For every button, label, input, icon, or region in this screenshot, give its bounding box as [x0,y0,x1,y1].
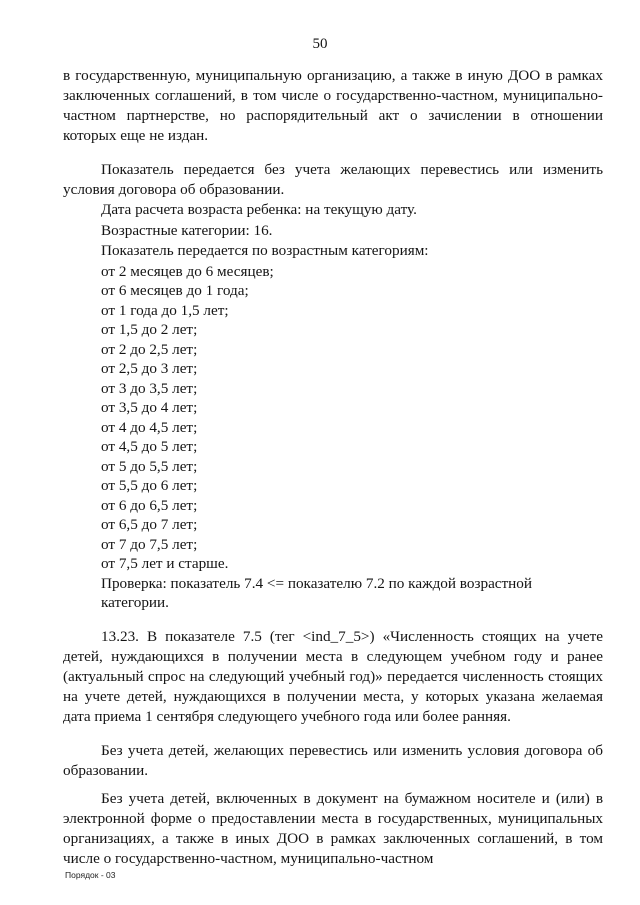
page-number: 50 [312,36,328,52]
categories-intro-line: Показатель передается по возрастным категориям: [101,242,429,259]
check-line: Проверка: показатель 7.4 <= показателю 7.2 по каждой возрастной категории. [101,574,533,611]
age-category-item: от 4,5 до 5 лет; [101,438,198,455]
paragraph-13-23: 13.23. В показателе 7.5 (тег <ind_7_5>) «Численность стоящих на учете детей, нуждающихся в получении места в следующем учебном году и ранее (актуальный спрос на следующий учебный год)» передается численность стоящих на учете детей, нуждающихся в получении места, у которых указана желаемая дата приема 1 сентября следующего учебного года или более ранняя. [63,627,603,725]
age-category-item: от 7,5 лет и старше. [101,555,229,572]
age-category-item: от 3 до 3,5 лет; [101,379,198,397]
age-category-item: от 3,5 до 4 лет; [101,399,198,416]
age-category-item: от 5 до 5,5 лет; [101,457,198,475]
age-date-line: Дата расчета возраста ребенка: на текущую дату. [101,201,417,218]
age-category-item: от 6 месяцев до 1 года; [101,282,249,299]
age-category-item: от 2,5 до 3 лет; [101,360,198,377]
age-category-list [63,262,603,574]
footer-label: Порядок - 03 [65,870,116,880]
age-category-item: от 4 до 4,5 лет; [101,418,198,436]
paragraph-continuation: в государственную, муниципальную организацию, а также в иную ДОО в рамках заключенных соглашений, в том числе о государственно-частном, муниципально-частном партнерстве, но распорядительный акт о зачислении в отношении которых еще не издан. [63,67,603,144]
age-category-item: от 2 до 2,5 лет; [101,340,198,358]
age-category-item: от 7 до 7,5 лет; [101,535,198,553]
age-category-item: от 5,5 до 6 лет; [101,477,198,494]
categories-count-line: Возрастные категории: 16. [101,221,273,239]
paragraph-without-transfer-intro: Показатель передается без учета желающих перевестись или изменить условия договора об образовании. [63,161,603,198]
age-category-item: от 2 месяцев до 6 месяцев; [101,262,274,280]
document-body [63,66,603,869]
age-category-item: от 1,5 до 2 лет; [101,321,198,338]
age-category-item: от 1 года до 1,5 лет; [101,301,229,319]
paragraph-without-transfer: Без учета детей, желающих перевестись или изменить условия договора об образовании. [63,741,603,779]
age-category-item: от 6 до 6,5 лет; [101,496,198,514]
age-category-item: от 6,5 до 7 лет; [101,516,198,533]
paragraph-without-included: Без учета детей, включенных в документ на бумажном носителе и (или) в электронной форме о предоставлении места в государственных, муниципальных организациях, а также в иных ДОО в рамках заключенных соглашений, в том числе о государственно-частном, муниципально-частном [63,789,603,867]
